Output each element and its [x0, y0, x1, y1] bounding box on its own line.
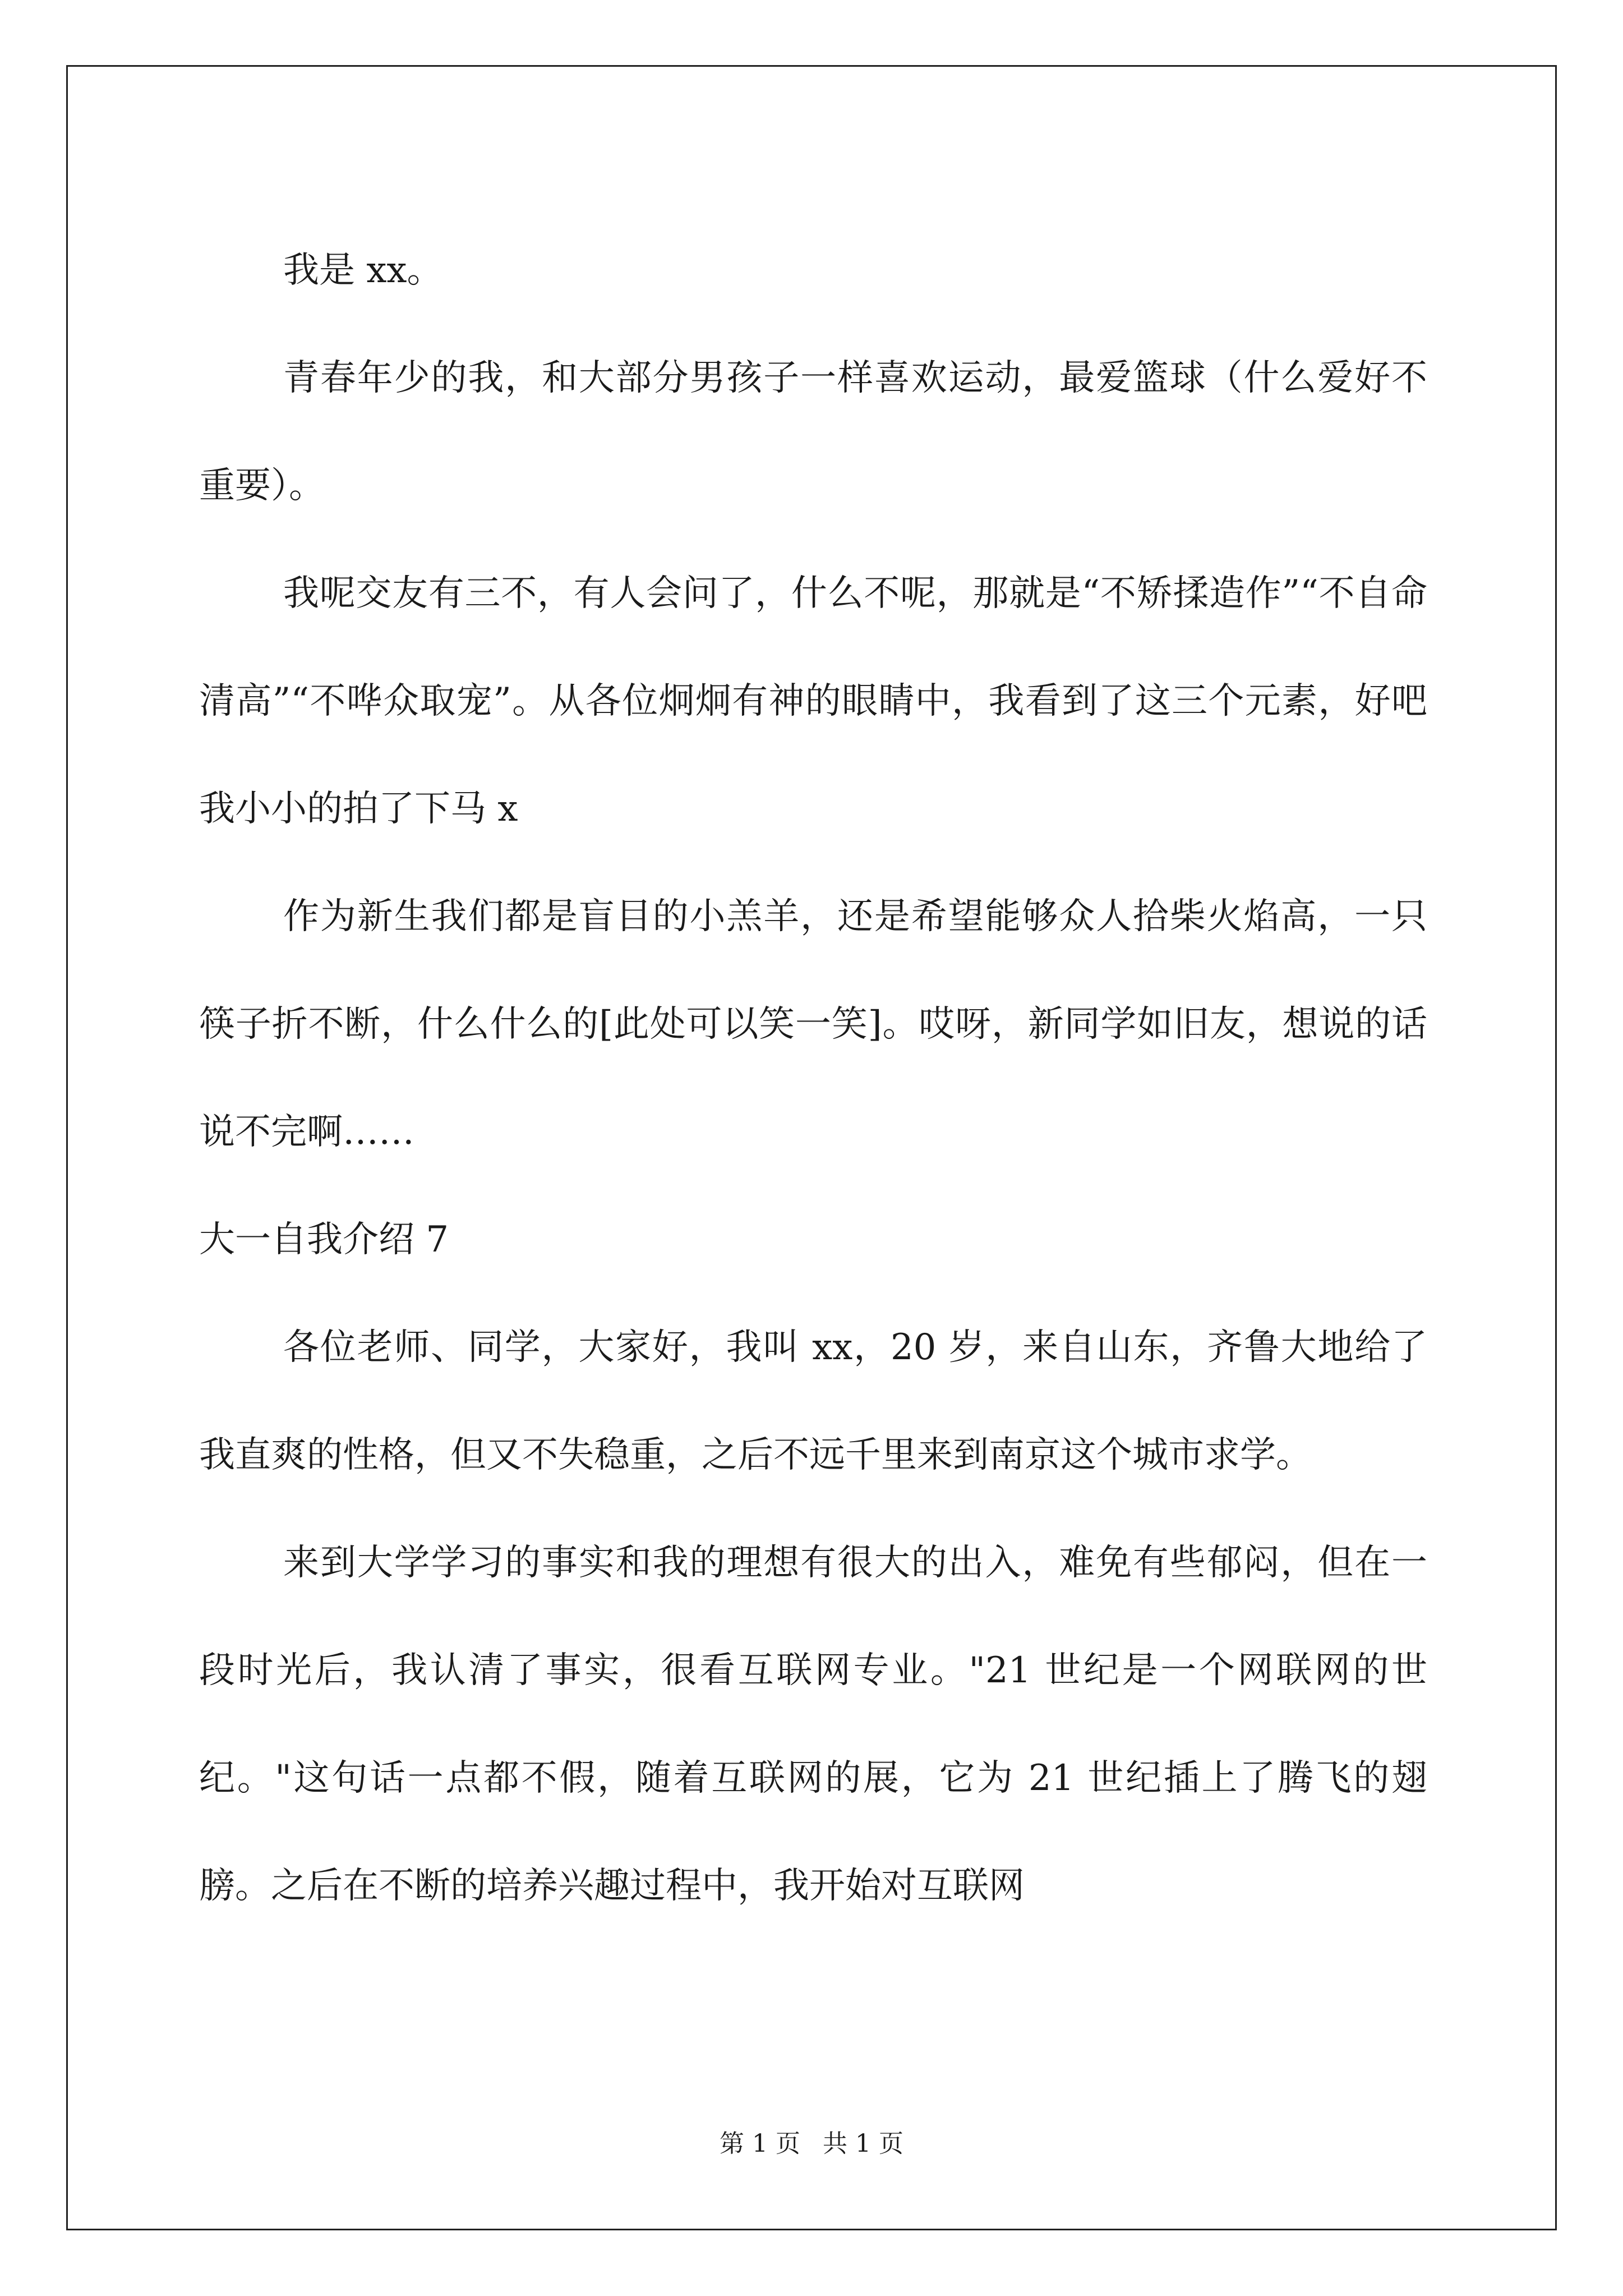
paragraph: 各位老师、同学，大家好，我叫 xx，20 岁，来自山东，齐鲁大地给了我直爽的性格，但又不失稳重，之后不远千里来到南京这个城市求学。 — [199, 1327, 1427, 1476]
page-total: 共 1 页 — [823, 2129, 903, 2158]
paragraph: 我是 xx。 — [283, 250, 443, 291]
page-footer — [0, 2127, 1623, 2161]
paragraph: 我呢交友有三不，有人会问了，什么不呢，那就是“不矫揉造作”“不自命清高”“不哗众取宠”。从各位炯炯有神的眼睛中，我看到了这三个元素，好吧我小小的拍了下马 x — [199, 573, 1427, 830]
paragraph: 青春年少的我，和大部分男孩子一样喜欢运动，最爱篮球（什么爱好不重要）。 — [199, 357, 1427, 507]
paragraph: 作为新生我们都是盲目的小羔羊，还是希望能够众人拾柴火焰高，一只筷子折不断，什么什么的[此处可以笑一笑]。哎呀，新同学如旧友，想说的话说不完啊…… — [199, 896, 1427, 1153]
page-number: 第 1 页 — [720, 2129, 800, 2158]
document-body — [199, 217, 1427, 1940]
paragraph: 来到大学学习的事实和我的理想有很大的出入，难免有些郁闷，但在一段时光后，我认清了事实，很看互联网专业。"21 世纪是一个网联网的世纪。"这句话一点都不假，随着互联网的展，它为 21 世纪插上了腾飞的翅膀。之后在不断的培养兴趣过程中，我开始对互联网 — [199, 1542, 1427, 1907]
section-heading: 大一自我介绍 7 — [199, 1219, 449, 1260]
